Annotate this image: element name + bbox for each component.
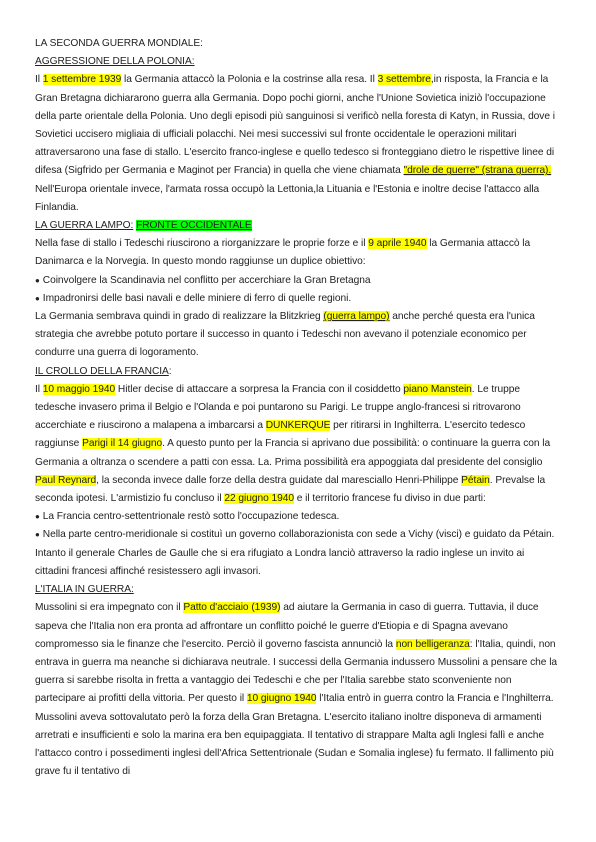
paragraph-francia [35, 381, 560, 508]
highlighted-text: non belligeranza [395, 638, 470, 650]
highlighted-text: Parigi il 14 giugno [82, 438, 163, 450]
paragraph-de-gaulle [35, 545, 560, 581]
text-run: LA GUERRA LAMPO: [35, 220, 134, 232]
text-run: IL CROLLO DELLA FRANCIA [35, 365, 169, 377]
bullet-basi-navali [35, 290, 560, 308]
paragraph-guerra-lampo [35, 235, 560, 271]
paragraph-blitzkrieg [35, 308, 560, 363]
section-heading-guerra-lampo [35, 217, 560, 235]
text-run: L'ITALIA IN GUERRA: [35, 584, 134, 596]
highlighted-text: FRONTE OCCIDENTALE [136, 220, 252, 232]
bullet-scandinavia [35, 272, 560, 290]
text-run: . A questo punto per la Francia si aprivano due possibilità: o continuare la guerra con la Germania a oltranza o scendere a patti con essa. La. Prima possibilità era appoggiata dal presidente del consiglio [35, 438, 551, 468]
bullet-vichy [35, 526, 560, 544]
text-run: Il [35, 74, 43, 86]
highlighted-text: (guerra lampo) [323, 311, 390, 323]
bullet-francia-nord [35, 508, 560, 526]
text-run: per ritirarsi in Inghilterra. L'esercito tedesco raggiunse [35, 420, 526, 450]
text-run: La Germania sembrava quindi in grado di realizzare la Blitzkrieg [35, 311, 324, 323]
section-heading-polonia [35, 53, 560, 71]
highlighted-text: piano Manstein [403, 383, 472, 395]
text-run: La Francia centro-settentrionale restò sotto l'occupazione tedesca. [42, 511, 340, 523]
highlighted-text: 10 giugno 1940 [246, 693, 317, 705]
document-page [35, 35, 560, 781]
highlighted-text: 1 settembre 1939 [42, 74, 122, 86]
highlighted-text: 3 settembre [377, 74, 431, 86]
highlighted-text: 9 aprile 1940 [368, 238, 427, 250]
text-run: : [168, 365, 172, 377]
text-run: : l'Italia, quindi, non entrava in guerra ma neanche si dichiarava neutrale. I successi della Germania indussero Mussolini a pensare che la guerra si sarebbe risolta in fretta a vantaggio dei Tedeschi e che per l'Italia sarebbe stato sconveniente non partecipare ai profitti della vittoria. Per questo il [35, 638, 558, 705]
main-title [35, 35, 560, 53]
text-run: Coinvolgere la Scandinavia nel conflitto per accerchiare la Gran Bretagna [42, 274, 371, 286]
highlighted-text: "drole de guerre" (strana guerra). [403, 165, 552, 177]
highlighted-text: Patto d'acciaio (1939) [183, 602, 281, 614]
paragraph-baltico [35, 181, 560, 217]
text-run: Hitler decise di attaccare a sorpresa la Francia con il cosiddetto [115, 383, 404, 395]
highlighted-text: Paul Reynard [35, 474, 97, 486]
paragraph-italia [35, 599, 560, 781]
text-run: . Prevalse la seconda ipotesi. L'armistizio fu concluso il [35, 474, 546, 505]
text-run: . Le truppe tedesche invasero prima il Belgio e l'Olanda e poi puntarono su Parigi. Le truppe anglo-francesi si ritrovarono accerchiate e riuscirono a malapena a imbarcarsi a [35, 383, 521, 432]
text-run: anche perché questa era l'unica strategia che avrebbe potuto portare il successo in quanto i Tedeschi non avevano il potenziale economico per condurre una guerra di logoramento. [35, 311, 535, 359]
paragraph-polonia [35, 71, 560, 180]
text-run: la Germania attaccò la Polonia e la costrinse alla resa. Il [121, 74, 378, 86]
text-run: Intanto il generale Charles de Gaulle che si era rifugiato a Londra lanciò attraverso la radio inglese un invito ai cittadini francesi affinché resistessero agli invasori. [35, 547, 525, 577]
text-run: Nella fase di stallo i Tedeschi riuscirono a riorganizzare le proprie forze e il [35, 238, 369, 250]
section-heading-italia [35, 581, 560, 599]
highlighted-text: 22 giugno 1940 [224, 493, 294, 505]
highlighted-text: DUNKERQUE [265, 420, 331, 432]
highlighted-text: 10 maggio 1940 [42, 383, 116, 395]
text-run: Mussolini si era impegnato con il [35, 602, 184, 614]
text-run: Nella parte centro-meridionale si costituì un governo collaborazionista con sede a Vichy (visci) e guidato da Pétain. [42, 529, 555, 541]
text-run: ,in risposta, la Francia e la Gran Bretagna dichiararono guerra alla Germania. Dopo pochi giorni, anche l'Unione Sovietica iniziò l'occupazione della parte orientale della Polonia. Uno degli episodi più sanguinosi si verificò nella foresta di Katyn, in Russia, dove i Sovietici uccisero migliaia di ufficiali polacchi. Nei mesi successivi sul fronte occidentale le operazioni militari attraversarono una fase di stallo. L'esercito franco-inglese e quello tedesco si fronteggiano dietro le rispettive linee di difesa (Sigfrido per Germania e Maginot per Francia) in quella che viene chiamata [35, 74, 555, 177]
text-run: Nell'Europa orientale invece, l'armata rossa occupò la Lettonia,la Lituania e l'Estonia e inoltre decise l'attacco alla Finlandia. [35, 183, 540, 213]
text-run: e il territorio francese fu diviso in due parti: [293, 493, 486, 505]
text-run: Il [35, 383, 43, 395]
text-run: AGGRESSIONE DELLA POLONIA: [35, 56, 195, 68]
section-heading-francia [35, 363, 560, 381]
highlighted-text: Pétain [461, 474, 490, 486]
text-run: Impadronirsi delle basi navali e delle miniere di ferro di quelle regioni. [42, 292, 352, 304]
text-run: la Germania attaccò la Danimarca e la Norvegia. In questo mondo raggiunse un duplice obiettivo: [35, 238, 531, 268]
text-run: , la seconda invece dalle forze della destra guidate dal maresciallo Henri-Philippe [96, 474, 462, 486]
text-run: l'Italia entrò in guerra contro la Francia e l'Inghilterra. Mussolini aveva sottovalutato però la forza della Gran Bretagna. L'esercito italiano inoltre disponeva di armamenti arretrati e insufficienti e solo la marina era ben equipaggiata. Il tentativo di strappare Malta agli Inglesi fallì e anche l'attacco contro i possedimenti inglesi dell'Africa Settentrionale (Sudan e Somalia inglese) fu fermato. Il fallimento più grave fu il tentativo di [35, 693, 554, 778]
text-run: LA SECONDA GUERRA MONDIALE: [35, 38, 203, 49]
text-run: ad aiutare la Germania in caso di guerra. Tuttavia, il duce sapeva che l'Italia non era pronta ad affrontare un conflitto poiché le guerre d'Etiopia e di Spagna avevano compromesso sia le finanze che l'esercito. Perciò il governo fascista annunciò la [35, 602, 539, 650]
